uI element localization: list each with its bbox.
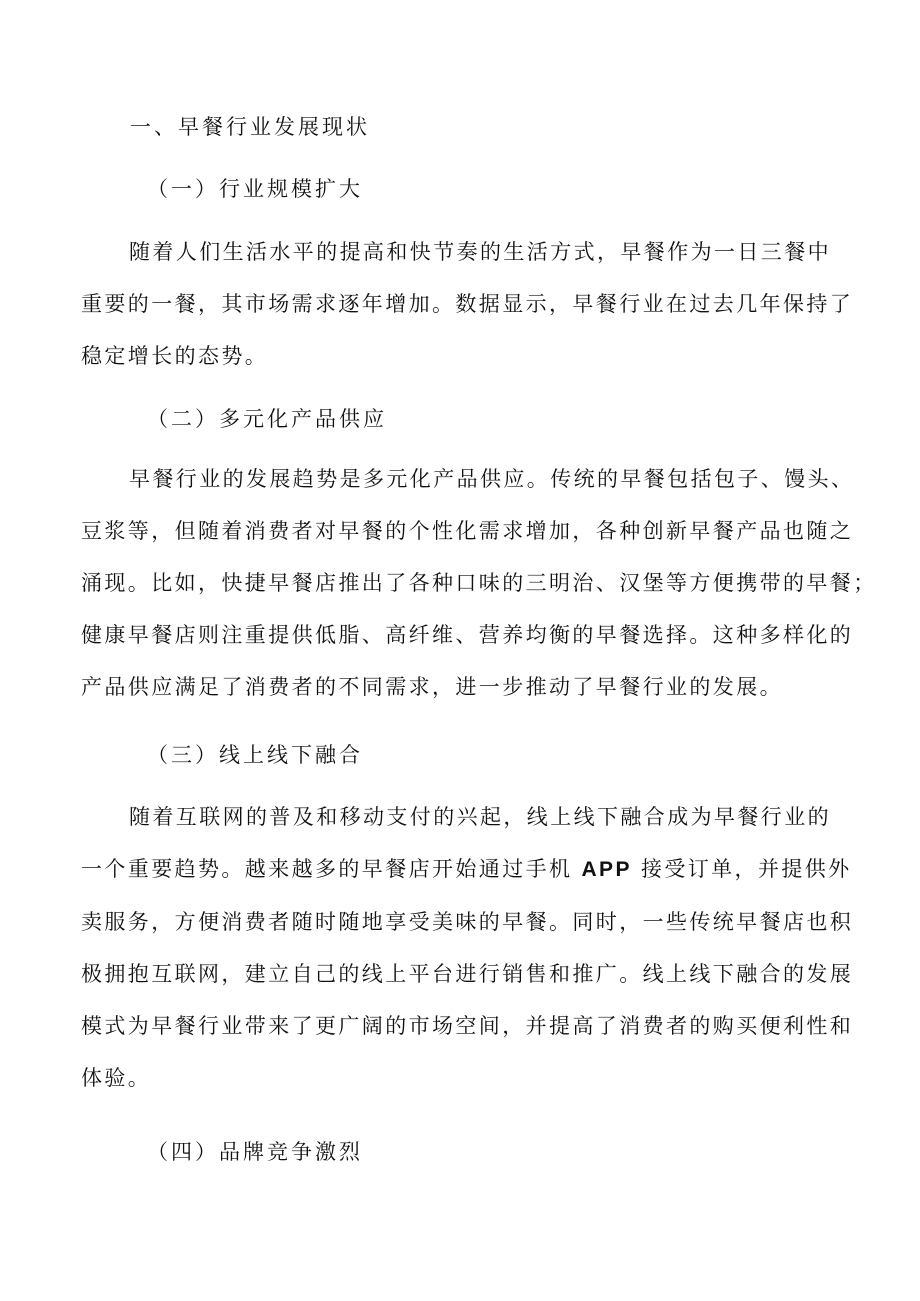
- paragraph-line: 产品供应满足了消费者的不同需求，进一步推动了早餐行业的发展。: [81, 675, 783, 699]
- paragraph-line: 随着人们生活水平的提高和快节奏的生活方式，早餐作为一日三餐中: [129, 240, 831, 264]
- paragraph-line: 涌现。比如，快捷早餐店推出了各种口味的三明治、汉堡等方便携带的早餐；: [81, 571, 877, 595]
- subsection-title-1: （一）行业规模扩大: [147, 177, 363, 201]
- paragraph-line: 健康早餐店则注重提供低脂、高纤维、营养均衡的早餐选择。这种多样化的: [81, 623, 854, 647]
- paragraph-line: 体验。: [81, 1066, 152, 1090]
- paragraph-line: 卖服务，方便消费者随时随地享受美味的早餐。同时，一些传统早餐店也积: [81, 910, 854, 934]
- paragraph-line: 随着互联网的普及和移动支付的兴起，线上线下融合成为早餐行业的: [129, 805, 831, 829]
- subsection-title-4: （四）品牌竞争激烈: [147, 1140, 363, 1164]
- paragraph-2: [81, 453, 877, 713]
- text-segment: 接受订单，并提供外: [631, 857, 852, 881]
- paragraph-line: 模式为早餐行业带来了更广阔的市场空间，并提高了消费者的购买便利性和: [81, 1014, 854, 1038]
- subsection-title-2: （二）多元化产品供应: [147, 407, 387, 431]
- paragraph-line: 重要的一餐，其市场需求逐年增加。数据显示，早餐行业在过去几年保持了: [81, 292, 854, 316]
- text-segment: 一个重要趋势。越来越多的早餐店开始通过手机: [81, 857, 582, 881]
- app-term: APP: [581, 858, 632, 881]
- paragraph-line: 极拥抱互联网，建立自己的线上平台进行销售和推广。线上线下融合的发展: [81, 962, 854, 986]
- paragraph-line: 早餐行业的发展趋势是多元化产品供应。传统的早餐包括包子、馒头、: [129, 467, 855, 491]
- paragraph-line: 豆浆等，但随着消费者对早餐的个性化需求增加，各种创新早餐产品也随之: [81, 519, 854, 543]
- subsection-title-3: （三）线上线下融合: [147, 743, 363, 767]
- paragraph-line: 稳定增长的态势。: [81, 344, 269, 368]
- section-title: 一、早餐行业发展现状: [130, 115, 370, 139]
- paragraph-3: [81, 791, 854, 1104]
- paragraph-line: [81, 843, 852, 896]
- paragraph-1: [81, 226, 854, 382]
